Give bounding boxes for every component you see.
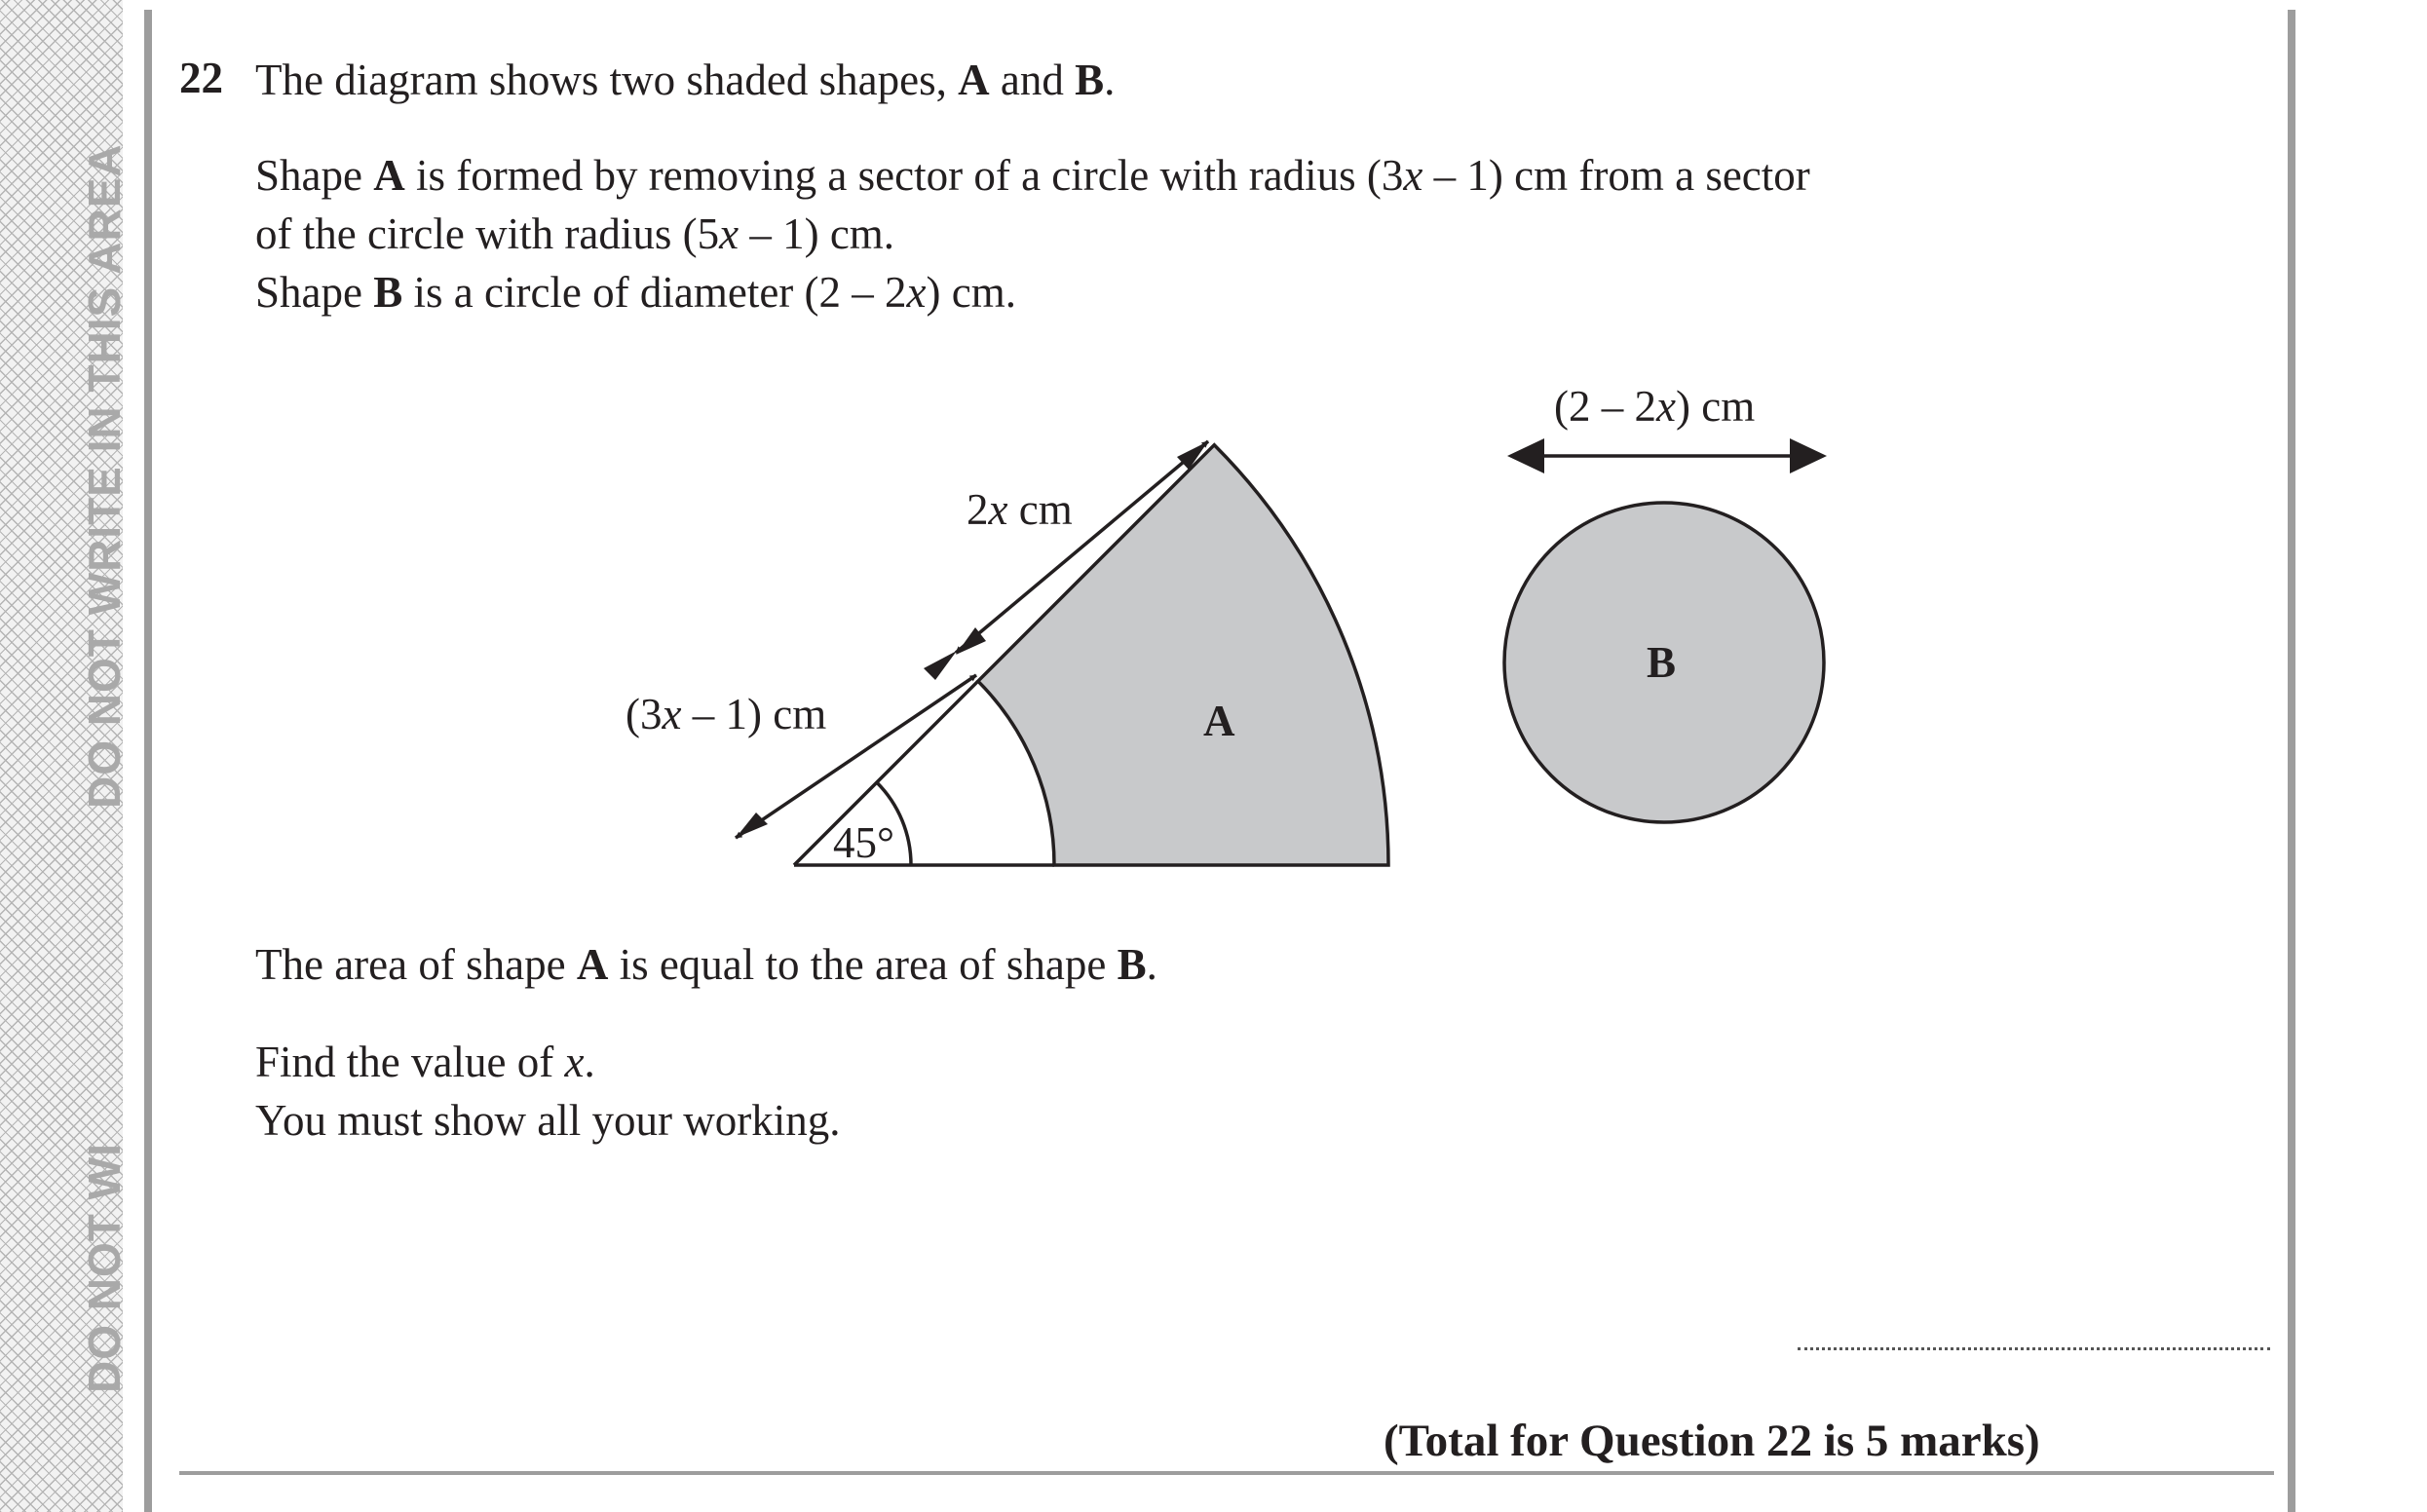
shape-a-description-line-2: of the circle with radius (5x – 1) cm. <box>255 209 895 258</box>
shape-b-label: B <box>1647 638 1677 687</box>
label-3x-minus-1-cm: (3x – 1) cm <box>626 690 827 738</box>
bottom-rule <box>179 1471 2274 1475</box>
arrowhead-3x-lower <box>736 813 768 838</box>
shape-a-description-line-1: Shape A is formed by removing a sector of a circle with radius (3x – 1) cm from a sector <box>255 151 1810 200</box>
margin-warning-lower: DO NOT WI <box>79 1143 130 1393</box>
shape-a-label: A <box>1203 697 1235 745</box>
diameter-arrowhead-left <box>1507 438 1544 473</box>
total-marks: (Total for Question 22 is 5 marks) <box>1384 1416 2040 1466</box>
answer-line[interactable] <box>1798 1347 2270 1350</box>
angle-label: 45° <box>833 818 894 867</box>
question-intro: The diagram shows two shaded shapes, A and B. <box>255 56 1116 104</box>
diameter-label: (2 – 2x) cm <box>1554 382 1756 431</box>
area-equality-statement: The area of shape A is equal to the area of shape B. <box>255 940 1157 989</box>
question-number: 22 <box>179 54 223 102</box>
arrowhead-3x-upper <box>924 651 957 680</box>
show-working-instruction: You must show all your working. <box>255 1096 841 1145</box>
label-2x-cm: 2x cm <box>967 485 1073 534</box>
find-x-instruction: Find the value of x. <box>255 1038 595 1086</box>
margin-warning-upper: DO NOT WRITE IN THIS AREA <box>79 143 130 809</box>
diameter-arrowhead-right <box>1790 438 1827 473</box>
shape-b-description: Shape B is a circle of diameter (2 – 2x) cm. <box>255 268 1016 317</box>
